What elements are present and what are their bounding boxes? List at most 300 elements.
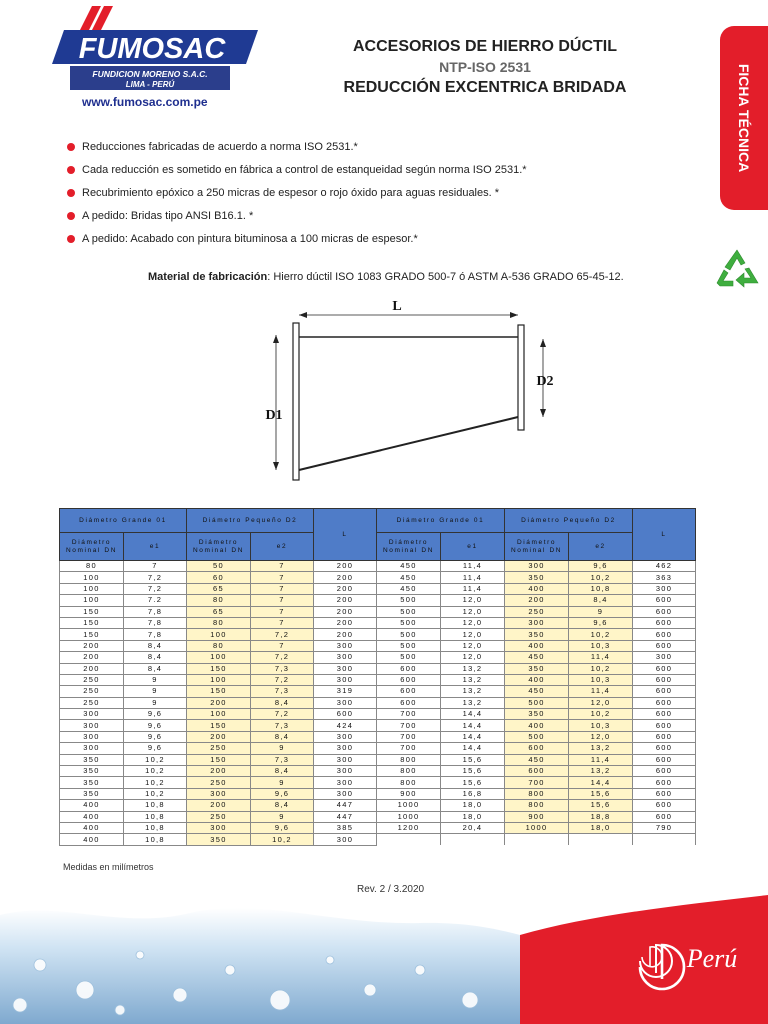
table-cell: 9,6	[124, 720, 187, 731]
table-cell: 200	[314, 561, 377, 572]
table-row	[60, 617, 696, 628]
table-cell: 11,4	[569, 754, 633, 765]
table-body	[60, 561, 696, 846]
table-cell: 18,0	[569, 822, 633, 833]
table-cell: 200	[60, 663, 124, 674]
table-cell: 400	[505, 674, 569, 685]
table-cell: 10,8	[124, 822, 187, 833]
table-cell: 8,4	[124, 652, 187, 663]
table-row	[60, 788, 696, 799]
bullet-dot-icon	[67, 166, 75, 174]
table-cell: 600	[633, 788, 696, 799]
table-cell: 500	[377, 617, 441, 628]
table-row	[60, 561, 696, 572]
table-row	[60, 663, 696, 674]
table-cell: 200	[314, 583, 377, 594]
table-cell: 300	[505, 561, 569, 572]
table-cell: 13,2	[441, 686, 505, 697]
table-cell: 200	[314, 606, 377, 617]
table-cell: 300	[314, 640, 377, 651]
table-cell: 350	[505, 572, 569, 583]
table-cell: 200	[60, 640, 124, 651]
table-cell: 700	[377, 731, 441, 742]
table-cell: 9,6	[569, 617, 633, 628]
table-cell: 9	[569, 606, 633, 617]
table-cell: 12,0	[441, 606, 505, 617]
table-cell: 250	[60, 686, 124, 697]
table-cell: 11,4	[441, 561, 505, 572]
table-cell: 600	[633, 629, 696, 640]
table-cell: 11,4	[441, 583, 505, 594]
dimensions-table	[59, 508, 696, 846]
table-cell: 100	[60, 583, 124, 594]
table-cell: 7	[251, 595, 314, 606]
table-cell: 7	[251, 617, 314, 628]
list-item-text: A pedido: Bridas tipo ANSI B16.1. *	[82, 210, 254, 222]
label-L: L	[392, 299, 402, 314]
table-cell: 300	[187, 788, 251, 799]
table-cell: 80	[187, 617, 251, 628]
table-cell: 600	[633, 686, 696, 697]
table-cell: 250	[187, 777, 251, 788]
table-cell: 600	[633, 766, 696, 777]
table-cell: 150	[60, 606, 124, 617]
recycle-icon	[714, 248, 760, 292]
header-diametro-pequeno: Diámetro Pequeño D2	[187, 509, 314, 533]
table-cell: 400	[505, 583, 569, 594]
table-cell: 500	[505, 731, 569, 742]
table-cell: 150	[187, 686, 251, 697]
table-cell: 400	[60, 822, 124, 833]
list-item	[66, 209, 686, 232]
table-cell: 300	[314, 731, 377, 742]
bullet-dot-icon	[67, 235, 75, 243]
table-cell: 80	[187, 640, 251, 651]
table-cell: 1000	[377, 811, 441, 822]
table-cell: 350	[60, 766, 124, 777]
table-cell	[377, 834, 441, 845]
table-cell: 600	[633, 640, 696, 651]
table-cell: 200	[187, 697, 251, 708]
table-cell: 700	[377, 709, 441, 720]
table-cell: 300	[60, 720, 124, 731]
table-cell: 9	[124, 686, 187, 697]
table-cell: 14,4	[441, 743, 505, 754]
table-cell: 200	[60, 652, 124, 663]
table-row	[60, 595, 696, 606]
table-row	[60, 583, 696, 594]
header-dn: Diámetro Nominal DN	[187, 533, 251, 561]
header-L: L	[314, 509, 377, 561]
table-cell: 9,6	[124, 743, 187, 754]
water-splash-banner	[0, 895, 768, 1024]
table-cell: 7	[124, 561, 187, 572]
table-cell: 7,2	[124, 583, 187, 594]
material-info	[148, 271, 624, 283]
table-cell: 350	[505, 663, 569, 674]
table-cell: 7,2	[124, 572, 187, 583]
table-cell: 12,0	[441, 595, 505, 606]
table-cell: 9	[251, 743, 314, 754]
table-cell: 300	[187, 822, 251, 833]
table-cell: 150	[60, 617, 124, 628]
table-cell: 11,4	[569, 652, 633, 663]
table-cell: 800	[505, 800, 569, 811]
table-cell: 10,2	[124, 754, 187, 765]
table-cell: 12,0	[569, 731, 633, 742]
table-cell: 10,3	[569, 720, 633, 731]
table-cell: 300	[60, 743, 124, 754]
table-cell: 9	[251, 777, 314, 788]
table-cell: 300	[314, 697, 377, 708]
table-cell: 200	[314, 629, 377, 640]
table-cell: 800	[377, 777, 441, 788]
table-cell: 200	[187, 800, 251, 811]
table-cell: 8,4	[251, 697, 314, 708]
bullet-dot-icon	[67, 189, 75, 197]
table-cell: 18,8	[569, 811, 633, 822]
body-bottom-line	[299, 417, 518, 470]
table-cell: 450	[505, 652, 569, 663]
table-cell: 200	[314, 572, 377, 583]
table-cell: 600	[633, 663, 696, 674]
table-cell: 9	[124, 697, 187, 708]
table-cell: 9,6	[124, 731, 187, 742]
table-cell: 65	[187, 606, 251, 617]
large-flange	[293, 323, 299, 480]
header-e1: e1	[441, 533, 505, 561]
table-cell: 7,2	[251, 652, 314, 663]
table-cell: 10,2	[124, 766, 187, 777]
table-cell: 18,0	[441, 811, 505, 822]
table-cell: 300	[314, 834, 377, 845]
table-cell: 600	[633, 606, 696, 617]
table-cell: 12,0	[441, 617, 505, 628]
small-flange	[518, 325, 524, 430]
table-cell: 350	[187, 834, 251, 845]
table-cell: 450	[505, 686, 569, 697]
table-cell: 8,4	[251, 731, 314, 742]
table-cell: 10,2	[124, 777, 187, 788]
table-cell: 400	[60, 800, 124, 811]
table-cell: 100	[60, 572, 124, 583]
table-row	[60, 800, 696, 811]
header-e2: e2	[251, 533, 314, 561]
table-cell: 14,4	[441, 731, 505, 742]
reducer-diagram	[250, 295, 570, 485]
table-cell: 700	[377, 743, 441, 754]
table-cell: 50	[187, 561, 251, 572]
table-cell: 15,6	[441, 777, 505, 788]
table-cell: 10,3	[569, 674, 633, 685]
table-cell	[569, 834, 633, 845]
table-row	[60, 811, 696, 822]
table-cell: 800	[505, 788, 569, 799]
table-cell: 13,2	[569, 766, 633, 777]
ficha-tecnica-tab	[720, 26, 768, 210]
header-diametro-pequeno-2: Diámetro Pequeño D2	[505, 509, 633, 533]
website-url[interactable]: www.fumosac.com.pe	[82, 95, 208, 109]
table-cell: 600	[377, 674, 441, 685]
table-cell: 8,4	[569, 595, 633, 606]
table-cell: 7	[251, 640, 314, 651]
table-cell: 600	[633, 754, 696, 765]
table-cell: 7,8	[124, 617, 187, 628]
table-cell: 250	[505, 606, 569, 617]
table-row	[60, 606, 696, 617]
table-cell: 10,8	[124, 834, 187, 845]
table-cell: 363	[633, 572, 696, 583]
table-row	[60, 697, 696, 708]
table-cell: 9,6	[569, 561, 633, 572]
table-row	[60, 720, 696, 731]
table-cell: 100	[187, 709, 251, 720]
table-cell: 10,2	[569, 663, 633, 674]
table-cell: 10,2	[124, 788, 187, 799]
table-cell: 450	[377, 583, 441, 594]
table-cell: 300	[60, 709, 124, 720]
header-dn: Diámetro Nominal DN	[377, 533, 441, 561]
table-cell: 462	[633, 561, 696, 572]
table-cell: 300	[314, 743, 377, 754]
table-cell: 10,8	[124, 811, 187, 822]
table-cell: 10,2	[569, 709, 633, 720]
table-cell: 7,8	[124, 606, 187, 617]
table-cell: 319	[314, 686, 377, 697]
table-cell: 7	[251, 606, 314, 617]
table-cell: 150	[187, 663, 251, 674]
table-cell: 385	[314, 822, 377, 833]
table-cell: 447	[314, 800, 377, 811]
table-cell: 1000	[505, 822, 569, 833]
table-cell: 700	[505, 777, 569, 788]
feature-list	[66, 140, 686, 255]
header-e2: e2	[569, 533, 633, 561]
logo-line2: LIMA - PERÚ	[125, 80, 175, 89]
table-cell: 15,6	[569, 788, 633, 799]
table-cell	[441, 834, 505, 845]
table-row	[60, 822, 696, 833]
header-dn: Diámetro Nominal DN	[505, 533, 569, 561]
table-cell: 7,3	[251, 754, 314, 765]
table-cell: 250	[187, 743, 251, 754]
header-diametro-grande-2: Diámetro Grande 01	[377, 509, 505, 533]
table-cell: 1000	[377, 800, 441, 811]
table-cell: 200	[187, 766, 251, 777]
table-cell: 15,6	[441, 754, 505, 765]
table-cell: 500	[377, 652, 441, 663]
table-cell: 250	[60, 674, 124, 685]
list-item-text: A pedido: Acabado con pintura bituminosa a 100 micras de espesor.*	[82, 233, 418, 245]
table-cell: 8,4	[124, 640, 187, 651]
table-cell: 600	[633, 720, 696, 731]
bullet-dot-icon	[67, 212, 75, 220]
list-item	[66, 140, 686, 163]
table-cell: 13,2	[569, 743, 633, 754]
table-row	[60, 743, 696, 754]
header-diametro-grande: Diámetro Grande 01	[60, 509, 187, 533]
table-cell: 300	[633, 583, 696, 594]
table-cell: 600	[377, 686, 441, 697]
table-cell: 350	[60, 754, 124, 765]
table-cell: 424	[314, 720, 377, 731]
table-cell: 12,0	[441, 652, 505, 663]
label-D2: D2	[536, 374, 554, 389]
table-cell: 7	[251, 583, 314, 594]
list-item-text: Recubrimiento epóxico a 250 micras de espesor o rojo óxido para aguas residuales. *	[82, 187, 500, 199]
table-cell	[505, 834, 569, 845]
table-row	[60, 572, 696, 583]
table-cell: 450	[377, 572, 441, 583]
document-header	[270, 38, 700, 97]
table-cell: 100	[187, 652, 251, 663]
table-cell: 400	[60, 834, 124, 845]
table-cell: 500	[505, 697, 569, 708]
header-e1: e1	[124, 533, 187, 561]
table-cell: 600	[314, 709, 377, 720]
table-cell: 10,8	[569, 583, 633, 594]
table-cell: 350	[505, 629, 569, 640]
table-cell	[633, 834, 696, 845]
table-cell: 600	[633, 777, 696, 788]
table-cell: 12,0	[441, 629, 505, 640]
table-cell: 100	[187, 674, 251, 685]
table-cell: 500	[377, 640, 441, 651]
table-cell: 7,3	[251, 663, 314, 674]
units-note: Medidas en milímetros	[63, 862, 154, 872]
table-cell: 900	[505, 811, 569, 822]
table-cell: 150	[60, 629, 124, 640]
norm-label: NTP-ISO 2531	[439, 59, 531, 75]
table-cell: 500	[377, 606, 441, 617]
table-cell: 400	[505, 720, 569, 731]
table-cell: 100	[187, 629, 251, 640]
table-cell: 7,8	[124, 629, 187, 640]
table-row	[60, 731, 696, 742]
list-item-text: Cada reducción es sometido en fábrica a control de estanqueidad según norma ISO 2531.*	[82, 164, 527, 176]
product-subtitle: REDUCCIÓN EXCENTRICA BRIDADA	[343, 79, 627, 96]
table-row	[60, 709, 696, 720]
table-row	[60, 777, 696, 788]
table-cell: 600	[633, 811, 696, 822]
water-wave	[0, 908, 520, 1024]
table-cell: 7	[251, 572, 314, 583]
table-cell: 300	[314, 788, 377, 799]
table-cell: 13,2	[441, 697, 505, 708]
table-cell: 150	[187, 720, 251, 731]
table-row	[60, 834, 696, 845]
table-cell: 9,6	[251, 822, 314, 833]
table-cell: 10,2	[569, 629, 633, 640]
table-cell: 14,4	[441, 709, 505, 720]
table-cell: 15,6	[569, 800, 633, 811]
table-cell: 600	[633, 697, 696, 708]
table-cell: 10,3	[569, 640, 633, 651]
table-cell: 400	[60, 811, 124, 822]
list-item	[66, 232, 686, 255]
table-cell: 200	[314, 617, 377, 628]
table-cell: 600	[505, 766, 569, 777]
table-row	[60, 674, 696, 685]
table-cell: 250	[187, 811, 251, 822]
table-cell: 450	[377, 561, 441, 572]
table-cell: 300	[314, 652, 377, 663]
table-cell: 350	[60, 777, 124, 788]
table-cell: 7,3	[251, 686, 314, 697]
table-cell: 450	[505, 754, 569, 765]
table-cell: 600	[505, 743, 569, 754]
material-text: : Hierro dúctil ISO 1083 GRADO 500-7 ó ASTM A-536 GRADO 65-45-12.	[267, 271, 624, 283]
table-cell: 600	[377, 697, 441, 708]
table-cell: 11,4	[569, 686, 633, 697]
table-cell: 600	[377, 663, 441, 674]
table-cell: 14,4	[441, 720, 505, 731]
table-cell: 600	[633, 800, 696, 811]
table-cell: 7,2	[251, 709, 314, 720]
table-cell: 600	[633, 595, 696, 606]
table-cell: 800	[377, 766, 441, 777]
table-cell: 600	[633, 731, 696, 742]
table-cell: 300	[314, 674, 377, 685]
table-row	[60, 754, 696, 765]
table-cell: 300	[314, 663, 377, 674]
table-row	[60, 640, 696, 651]
table-cell: 10,2	[251, 834, 314, 845]
table-cell: 300	[314, 777, 377, 788]
bullet-dot-icon	[67, 143, 75, 151]
table-cell: 11,4	[441, 572, 505, 583]
table-cell: 7.2	[124, 595, 187, 606]
table-cell: 80	[60, 561, 124, 572]
table-cell: 300	[633, 652, 696, 663]
table-cell: 150	[187, 754, 251, 765]
material-label: Material de fabricación	[148, 271, 268, 283]
table-cell: 600	[633, 674, 696, 685]
table-cell: 400	[505, 640, 569, 651]
logo-line1: FUNDICION MORENO S.A.C.	[92, 69, 208, 79]
table-cell: 60	[187, 572, 251, 583]
table-cell: 250	[60, 697, 124, 708]
table-cell: 8,4	[251, 800, 314, 811]
table-row	[60, 686, 696, 697]
table-cell: 15,6	[441, 766, 505, 777]
table-cell: 80	[187, 595, 251, 606]
table-cell: 300	[60, 731, 124, 742]
table-cell: 10,8	[124, 800, 187, 811]
document-title: ACCESORIOS DE HIERRO DÚCTIL	[352, 38, 617, 55]
table-cell: 350	[60, 788, 124, 799]
table-cell: 13,2	[441, 674, 505, 685]
table-row	[60, 629, 696, 640]
table-cell: 8,4	[251, 766, 314, 777]
table-cell: 447	[314, 811, 377, 822]
table-cell: 350	[505, 709, 569, 720]
table-cell: 200	[505, 595, 569, 606]
table-cell: 7	[251, 561, 314, 572]
peru-brand-text: Perú	[686, 944, 738, 973]
table-cell: 8,4	[124, 663, 187, 674]
table-cell: 300	[505, 617, 569, 628]
table-cell: 9,6	[251, 788, 314, 799]
logo-brand: FUMOSAC	[78, 33, 226, 65]
revision-label: Rev. 2 / 3.2020	[357, 884, 425, 895]
ficha-tecnica-label: FICHA TÉCNICA	[736, 63, 752, 173]
table-cell: 500	[377, 629, 441, 640]
table-cell: 600	[633, 709, 696, 720]
table-cell: 7,2	[251, 629, 314, 640]
header-dn: Diámetro Nominal DN	[60, 533, 124, 561]
table-cell: 13,2	[441, 663, 505, 674]
